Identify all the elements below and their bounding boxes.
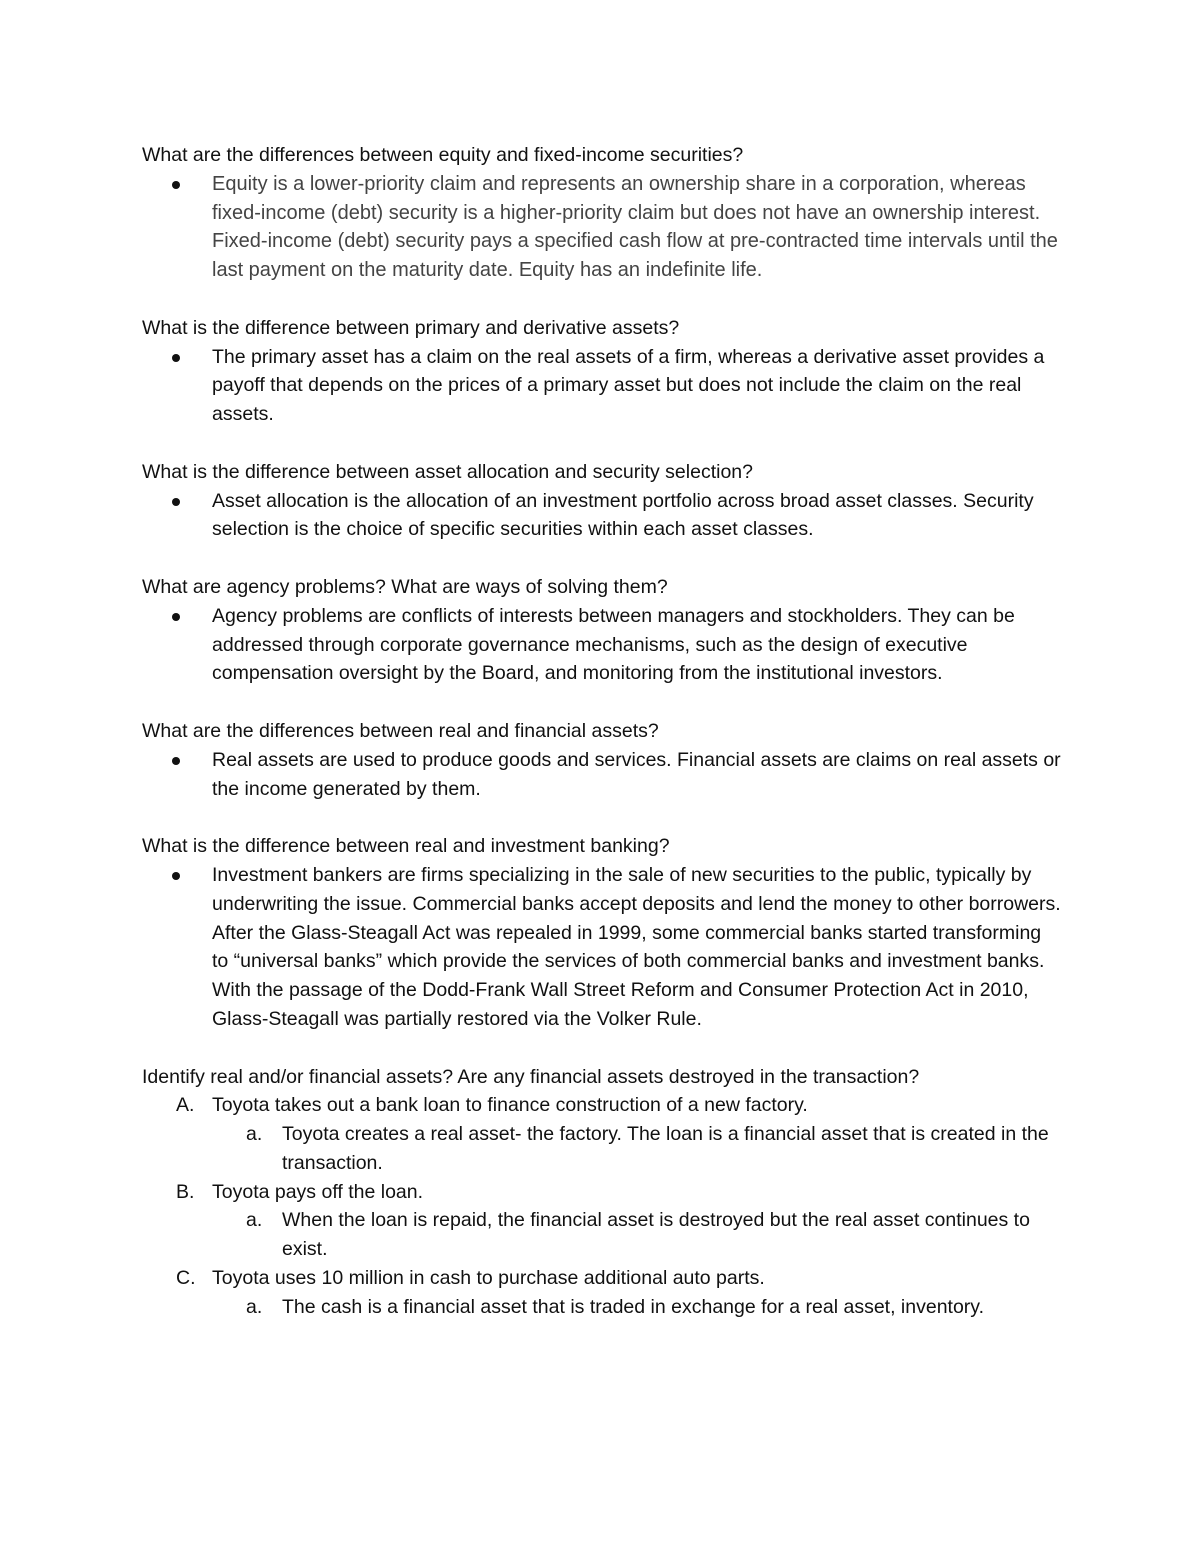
answer-text: Asset allocation is the allocation of an investment portfolio across broad asset classes. Security selection is the choice of specific securities within each asset classes. [212, 489, 1034, 541]
sub-list-item [246, 1293, 1062, 1322]
section-allocation-vs-selection [142, 458, 1062, 544]
answer-list [142, 343, 1062, 429]
bullet-icon [172, 872, 180, 880]
sub-list-marker: a. [246, 1123, 263, 1146]
section-agency-problems [142, 573, 1062, 688]
answer-list [142, 861, 1062, 1034]
question-heading: What is the difference between real and investment banking? [142, 835, 670, 858]
answer-list [142, 170, 1062, 285]
answer-list [142, 746, 1062, 804]
bullet-icon [172, 613, 180, 621]
list-item-text: Toyota pays off the loan. [212, 1180, 424, 1203]
list-item-text: Toyota uses 10 million in cash to purchase additional auto parts. [212, 1267, 765, 1290]
bullet-icon [172, 757, 180, 765]
section-primary-vs-derivative [142, 314, 1062, 429]
sub-list-marker: a. [246, 1209, 263, 1232]
question-heading: Identify real and/or financial assets? Are any financial assets destroyed in the transaction? [142, 1065, 920, 1088]
sub-list [212, 1293, 1062, 1322]
answer-text: Equity is a lower-priority claim and represents an ownership share in a corporation, whereas fixed-income (debt) security is a higher-priority claim but does not have an ownership interest. Fixed-income (debt) security pays a specified cash flow at pre-contracted time intervals until the last payment on the maturity date. Equity has an indefinite life. [212, 172, 1058, 282]
answer-item [212, 602, 1062, 688]
answer-list [142, 487, 1062, 545]
section-equity-vs-fixed-income [142, 141, 1062, 285]
sub-list [212, 1206, 1062, 1264]
list-item [176, 1091, 1062, 1177]
list-marker: C. [176, 1267, 196, 1290]
bullet-icon [172, 181, 180, 189]
section-identify-assets [142, 1063, 1062, 1322]
answer-item [212, 861, 1062, 1034]
list-item [176, 1264, 1062, 1322]
answer-item [212, 746, 1062, 804]
answer-item [212, 343, 1062, 429]
question-heading: What is the difference between asset allocation and security selection? [142, 460, 753, 483]
sub-list-item [246, 1206, 1062, 1264]
sub-list-item [246, 1120, 1062, 1178]
list-marker: B. [176, 1180, 195, 1203]
answer-item [212, 487, 1062, 545]
answer-text: Agency problems are conflicts of interests between managers and stockholders. They can be addressed through corporate governance mechanisms, such as the design of executive compensation oversight by the Board, and monitoring from the institutional investors. [212, 604, 1015, 685]
list-item-text: Toyota takes out a bank loan to finance construction of a new factory. [212, 1094, 808, 1117]
bullet-icon [172, 498, 180, 506]
bullet-icon [172, 354, 180, 362]
question-heading: What are the differences between real and financial assets? [142, 719, 659, 742]
question-heading: What are the differences between equity and fixed-income securities? [142, 144, 744, 166]
answer-text: The primary asset has a claim on the real assets of a firm, whereas a derivative asset provides a payoff that depends on the prices of a primary asset but does not include the claim on the real assets. [212, 345, 1045, 426]
document-page [142, 141, 1062, 1350]
sub-list-item-text: When the loan is repaid, the financial asset is destroyed but the real asset continues to exist. [282, 1209, 1030, 1261]
answer-text: Investment bankers are firms specializing in the sale of new securities to the public, typically by underwriting the issue. Commercial banks accept deposits and lend the money to other borrowers. After the Glass-Steagall Act was repealed in 1999, some commercial banks started transforming to “universal banks” which provide the services of both commercial banks and investment banks. With the passage of the Dodd-Frank Wall Street Reform and Consumer Protection Act in 2010, Glass-Steagall was partially restored via the Volker Rule. [212, 863, 1061, 1030]
question-heading: What is the difference between primary and derivative assets? [142, 316, 680, 339]
list-item [176, 1178, 1062, 1264]
transaction-list [142, 1091, 1062, 1321]
answer-text: Real assets are used to produce goods and services. Financial assets are claims on real assets or the income generated by them. [212, 748, 1061, 800]
question-heading: What are agency problems? What are ways of solving them? [142, 575, 668, 598]
list-marker: A. [176, 1094, 195, 1117]
sub-list-item-text: The cash is a financial asset that is traded in exchange for a real asset, inventory. [282, 1295, 985, 1318]
answer-item [212, 170, 1062, 285]
sub-list-item-text: Toyota creates a real asset- the factory. The loan is a financial asset that is created in the transaction. [282, 1123, 1049, 1174]
section-banking [142, 832, 1062, 1034]
sub-list-marker: a. [246, 1295, 263, 1318]
answer-list [142, 602, 1062, 688]
section-real-vs-financial [142, 717, 1062, 803]
sub-list [212, 1120, 1062, 1178]
